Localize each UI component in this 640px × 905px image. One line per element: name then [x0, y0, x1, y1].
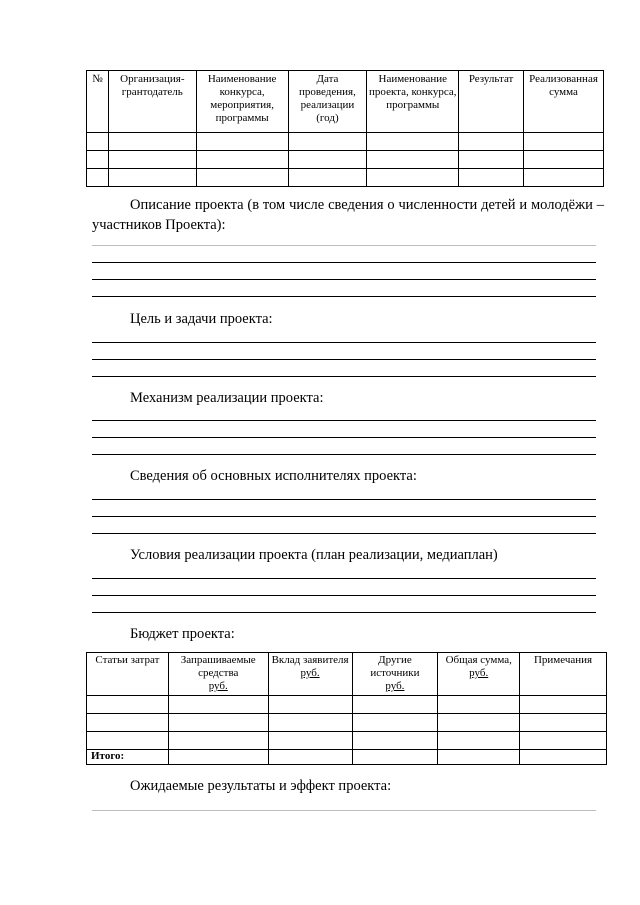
budget-col-requested-unit: руб. — [208, 680, 228, 692]
table-cell[interactable] — [459, 169, 524, 187]
budget-total-row — [87, 750, 607, 765]
budget-col-requested — [168, 653, 268, 696]
budget-col-other-sources-label: Другие источники — [370, 654, 420, 679]
conditions-answer-line[interactable] — [92, 578, 596, 579]
table-cell[interactable] — [352, 714, 438, 732]
table-cell[interactable] — [438, 732, 520, 750]
budget-col-other-sources — [352, 653, 438, 696]
table-cell[interactable] — [520, 732, 607, 750]
results-answer-line[interactable] — [92, 810, 596, 811]
grants-table-header — [87, 71, 604, 133]
table-row — [87, 133, 604, 151]
table-cell[interactable] — [524, 169, 604, 187]
budget-total-label: Итого: — [87, 750, 169, 765]
table-cell[interactable] — [168, 750, 268, 765]
table-cell[interactable] — [108, 133, 196, 151]
conditions-heading: Условия реализации проекта (план реализации, медиаплан) — [130, 547, 498, 563]
table-cell[interactable] — [438, 696, 520, 714]
table-cell[interactable] — [288, 151, 367, 169]
grants-col-date: Дата проведения, реализации (год) — [288, 71, 367, 133]
budget-col-other-sources-unit: руб. — [385, 680, 405, 692]
budget-col-contribution-unit: руб. — [300, 667, 320, 679]
budget-col-notes-label: Примечания — [533, 654, 593, 666]
description-answer-line[interactable] — [92, 279, 596, 280]
grants-table — [86, 70, 604, 187]
table-cell[interactable] — [352, 732, 438, 750]
table-cell[interactable] — [524, 151, 604, 169]
budget-col-requested-label: Запрашиваемые средства — [180, 654, 256, 679]
table-cell[interactable] — [196, 133, 288, 151]
table-cell[interactable] — [268, 750, 352, 765]
budget-col-expense — [87, 653, 169, 696]
description-heading: Описание проекта (в том числе сведения о численности детей и молодёжи – участников Проекта): — [92, 197, 604, 233]
budget-table — [86, 652, 607, 765]
table-cell[interactable] — [367, 133, 459, 151]
table-row — [87, 169, 604, 187]
table-cell[interactable] — [352, 750, 438, 765]
grants-col-amount: Реализованная сумма — [524, 71, 604, 133]
grants-col-project: Наименование проекта, конкурса, программы — [367, 71, 459, 133]
table-cell[interactable] — [196, 151, 288, 169]
table-cell[interactable] — [438, 714, 520, 732]
table-cell[interactable] — [288, 169, 367, 187]
table-cell[interactable] — [168, 732, 268, 750]
grants-col-result: Результат — [459, 71, 524, 133]
table-cell[interactable] — [520, 696, 607, 714]
goals-answer-line[interactable] — [92, 376, 596, 377]
table-cell[interactable] — [168, 714, 268, 732]
table-cell[interactable] — [87, 169, 109, 187]
budget-col-expense-label: Статьи затрат — [95, 654, 160, 666]
budget-col-contribution-label: Вклад заявителя — [271, 654, 349, 666]
mechanism-answer-line[interactable] — [92, 420, 596, 421]
table-cell[interactable] — [268, 732, 352, 750]
budget-col-total-unit: руб. — [469, 667, 489, 679]
grants-col-contest: Наименование конкурса, мероприятия, программы — [196, 71, 288, 133]
grants-col-number: № — [87, 71, 109, 133]
table-cell[interactable] — [87, 696, 169, 714]
results-heading: Ожидаемые результаты и эффект проекта: — [130, 778, 392, 794]
table-cell[interactable] — [288, 133, 367, 151]
goals-answer-line[interactable] — [92, 342, 596, 343]
table-cell[interactable] — [520, 714, 607, 732]
description-answer-line[interactable] — [92, 245, 596, 246]
table-cell[interactable] — [168, 696, 268, 714]
table-cell[interactable] — [352, 696, 438, 714]
mechanism-heading: Механизм реализации проекта: — [130, 390, 324, 406]
executors-answer-line[interactable] — [92, 499, 596, 500]
table-cell[interactable] — [367, 151, 459, 169]
table-cell[interactable] — [87, 732, 169, 750]
table-row — [87, 696, 607, 714]
goals-answer-line[interactable] — [92, 359, 596, 360]
budget-col-total — [438, 653, 520, 696]
table-cell[interactable] — [196, 169, 288, 187]
budget-col-total-label: Общая сумма, — [445, 654, 512, 666]
budget-table-header — [87, 653, 607, 696]
executors-answer-line[interactable] — [92, 516, 596, 517]
table-row — [87, 732, 607, 750]
table-cell[interactable] — [459, 151, 524, 169]
table-cell[interactable] — [438, 750, 520, 765]
table-cell[interactable] — [87, 133, 109, 151]
table-row — [87, 151, 604, 169]
description-answer-line[interactable] — [92, 296, 596, 297]
table-cell[interactable] — [108, 151, 196, 169]
table-cell[interactable] — [367, 169, 459, 187]
conditions-answer-line[interactable] — [92, 595, 596, 596]
mechanism-answer-line[interactable] — [92, 437, 596, 438]
budget-heading: Бюджет проекта: — [130, 626, 235, 642]
table-cell[interactable] — [87, 714, 169, 732]
table-row — [87, 714, 607, 732]
table-cell[interactable] — [87, 151, 109, 169]
executors-answer-line[interactable] — [92, 533, 596, 534]
mechanism-answer-line[interactable] — [92, 454, 596, 455]
goals-heading: Цель и задачи проекта: — [130, 311, 273, 327]
table-cell[interactable] — [524, 133, 604, 151]
table-cell[interactable] — [520, 750, 607, 765]
table-cell[interactable] — [268, 696, 352, 714]
grants-col-grantor: Организация-грантодатель — [108, 71, 196, 133]
budget-col-contribution — [268, 653, 352, 696]
conditions-answer-line[interactable] — [92, 612, 596, 613]
table-cell[interactable] — [459, 133, 524, 151]
budget-col-notes — [520, 653, 607, 696]
executors-heading: Сведения об основных исполнителях проекта: — [130, 468, 417, 484]
table-cell[interactable] — [268, 714, 352, 732]
description-answer-line[interactable] — [92, 262, 596, 263]
table-cell[interactable] — [108, 169, 196, 187]
